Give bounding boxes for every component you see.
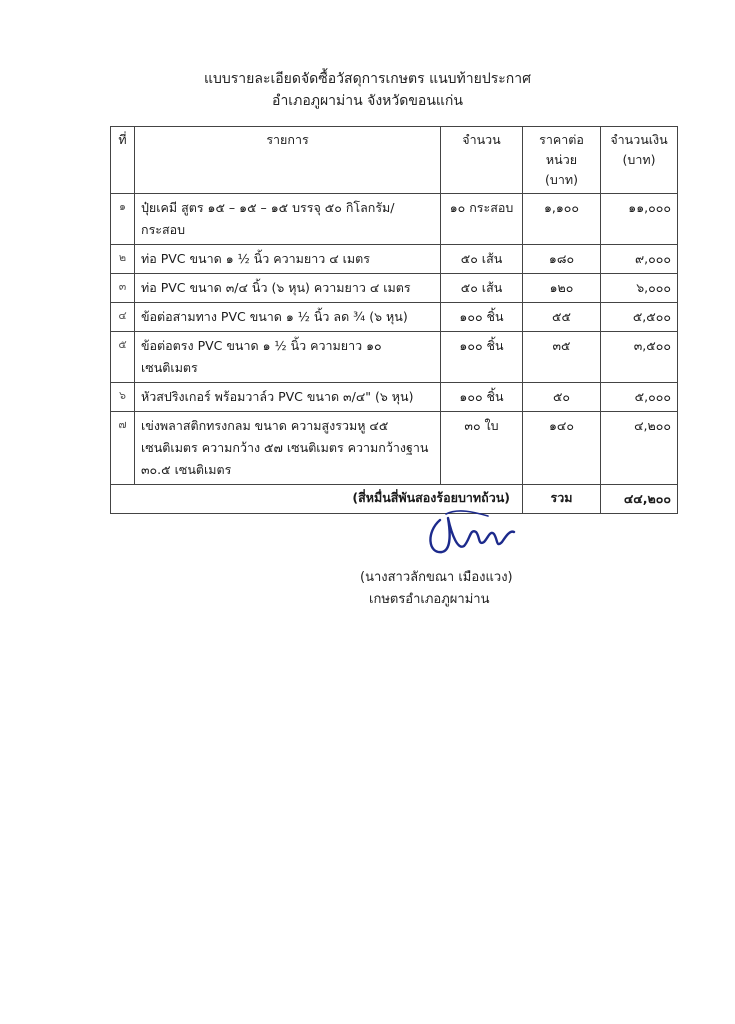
header-no: ที่ bbox=[111, 127, 135, 194]
row-no: ๑ bbox=[111, 194, 135, 245]
table-row bbox=[111, 383, 678, 412]
items-table bbox=[110, 126, 678, 514]
total-row bbox=[111, 485, 678, 514]
row-price: ๑๘๐ bbox=[523, 245, 601, 274]
row-amount: ๙,๐๐๐ bbox=[601, 245, 678, 274]
total-label: รวม bbox=[523, 485, 601, 514]
row-price: ๑๔๐ bbox=[523, 412, 601, 485]
row-qty: ๑๐๐ ชิ้น bbox=[441, 332, 523, 383]
signatory-position: เกษตรอำเภอภูผาม่าน bbox=[369, 592, 490, 607]
row-no: ๔ bbox=[111, 303, 135, 332]
total-in-words: (สี่หมื่นสี่พันสองร้อยบาทถ้วน) bbox=[111, 485, 523, 514]
handwritten-signature bbox=[418, 506, 528, 568]
row-qty: ๑๐๐ ชิ้น bbox=[441, 303, 523, 332]
table-row bbox=[111, 303, 678, 332]
table-header-row bbox=[111, 127, 678, 194]
row-qty: ๕๐ เส้น bbox=[441, 274, 523, 303]
row-qty: ๑๐ กระสอบ bbox=[441, 194, 523, 245]
table-row bbox=[111, 332, 678, 383]
row-no: ๒ bbox=[111, 245, 135, 274]
row-no: ๗ bbox=[111, 412, 135, 485]
row-item: ท่อ PVC ขนาด ๓/๔ นิ้ว (๖ หุน) ความยาว ๔ เมตร bbox=[135, 274, 441, 303]
row-amount: ๕,๕๐๐ bbox=[601, 303, 678, 332]
table-row bbox=[111, 194, 678, 245]
table-row bbox=[111, 274, 678, 303]
row-price: ๑,๑๐๐ bbox=[523, 194, 601, 245]
document-title-line2: อำเภอภูผาม่าน จังหวัดขอนแก่น bbox=[272, 93, 463, 109]
header-qty: จำนวน bbox=[441, 127, 523, 194]
table-row bbox=[111, 245, 678, 274]
row-item: ข้อต่อสามทาง PVC ขนาด ๑ ½ นิ้ว ลด ¾ (๖ หุน) bbox=[135, 303, 441, 332]
row-item: ข้อต่อตรง PVC ขนาด ๑ ½ นิ้ว ความยาว ๑๐ เซนติเมตร bbox=[135, 332, 441, 383]
row-price: ๓๕ bbox=[523, 332, 601, 383]
row-qty: ๕๐ เส้น bbox=[441, 245, 523, 274]
table-row bbox=[111, 412, 678, 485]
row-amount: ๔,๒๐๐ bbox=[601, 412, 678, 485]
total-amount: ๔๔,๒๐๐ bbox=[601, 485, 678, 514]
row-amount: ๕,๐๐๐ bbox=[601, 383, 678, 412]
row-price: ๕๐ bbox=[523, 383, 601, 412]
row-no: ๕ bbox=[111, 332, 135, 383]
document-title-line1: แบบรายละเอียดจัดซื้อวัสดุการเกษตร แนบท้ายประกาศ bbox=[203, 71, 531, 87]
row-amount: ๓,๕๐๐ bbox=[601, 332, 678, 383]
row-no: ๓ bbox=[111, 274, 135, 303]
row-amount: ๖,๐๐๐ bbox=[601, 274, 678, 303]
row-price: ๕๕ bbox=[523, 303, 601, 332]
row-qty: ๓๐ ใบ bbox=[441, 412, 523, 485]
row-item: ท่อ PVC ขนาด ๑ ½ นิ้ว ความยาว ๔ เมตร bbox=[135, 245, 441, 274]
row-price: ๑๒๐ bbox=[523, 274, 601, 303]
row-amount: ๑๑,๐๐๐ bbox=[601, 194, 678, 245]
row-item: หัวสปริงเกอร์ พร้อมวาล์ว PVC ขนาด ๓/๔" (๖ หุน) bbox=[135, 383, 441, 412]
header-item: รายการ bbox=[135, 127, 441, 194]
header-unit-price: ราคาต่อหน่วย (บาท) bbox=[523, 127, 601, 194]
row-no: ๖ bbox=[111, 383, 135, 412]
row-item: ปุ๋ยเคมี สูตร ๑๕ – ๑๕ – ๑๕ บรรจุ ๕๐ กิโลกรัม/กระสอบ bbox=[135, 194, 441, 245]
header-amount: จำนวนเงิน (บาท) bbox=[601, 127, 678, 194]
row-qty: ๑๐๐ ชิ้น bbox=[441, 383, 523, 412]
row-item: เข่งพลาสติกทรงกลม ขนาด ความสูงรวมหู ๔๕ เซนติเมตร ความกว้าง ๕๗ เซนติเมตร ความกว้างฐาน ๓๐.๕ เซนติเมตร bbox=[135, 412, 441, 485]
signatory-name: (นางสาวลักขณา เมืองแวง) bbox=[360, 570, 513, 585]
